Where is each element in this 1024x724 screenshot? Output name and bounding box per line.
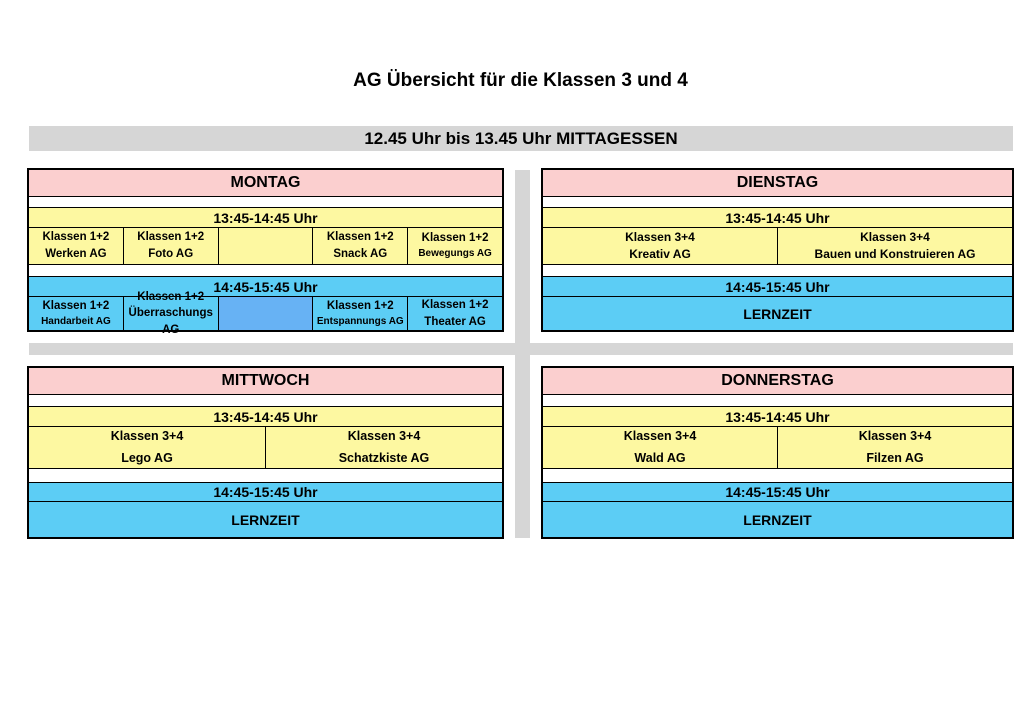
ag-cell: Klassen 1+2 Bewegungs AG	[418, 232, 492, 260]
ag-row-1	[543, 427, 1012, 469]
lernzeit-label: LERNZEIT	[29, 502, 502, 537]
ag-cell: Klassen 3+4 Filzen AG	[858, 428, 932, 465]
ag-cell: Klassen 1+2 Entspannungs AG	[313, 297, 408, 330]
ag-cell: Klassen 1+2 Handarbeit AG	[29, 297, 124, 330]
time-slot-2: 14:45-15:45 Uhr	[543, 482, 1012, 502]
lernzeit-label: LERNZEIT	[543, 297, 1012, 330]
ag-cell: Klassen 1+2 Snack AG	[313, 228, 408, 264]
lernzeit-label: LERNZEIT	[543, 502, 1012, 537]
day-title: DONNERSTAG	[543, 368, 1012, 395]
ag-row-1	[543, 228, 1012, 265]
ag-cell-empty	[219, 297, 314, 330]
time-slot-1: 13:45-14:45 Uhr	[543, 406, 1012, 427]
time-slot-2: 14:45-15:45 Uhr	[29, 276, 502, 297]
page-title: AG Übersicht für die Klassen 3 und 4	[353, 70, 688, 91]
day-panel-donnerstag	[541, 366, 1014, 539]
day-title: MITTWOCH	[29, 368, 502, 395]
ag-cell: Klassen 1+2 Theater AG	[421, 298, 489, 328]
day-panel-dienstag	[541, 168, 1014, 332]
day-panel-mittwoch	[27, 366, 504, 539]
ag-row-2	[29, 290, 502, 336]
ag-cell: Klassen 3+4 Lego AG	[29, 427, 266, 468]
ag-row-1	[29, 228, 502, 265]
lunch-banner: 12.45 Uhr bis 13.45 Uhr MITTAGESSEN	[29, 126, 1013, 151]
ag-cell: Klassen 1+2 Werken AG	[29, 228, 124, 264]
ag-cell: Klassen 3+4 Bauen und Konstruieren AG	[814, 229, 976, 261]
day-title: DIENSTAG	[543, 170, 1012, 197]
time-slot-1: 13:45-14:45 Uhr	[29, 207, 502, 228]
time-slot-1: 13:45-14:45 Uhr	[29, 406, 502, 427]
ag-cell: Klassen 1+2 Foto AG	[124, 228, 219, 264]
ag-cell: Klassen 3+4 Wald AG	[543, 427, 778, 468]
day-panel-montag	[27, 168, 504, 336]
time-slot-1: 13:45-14:45 Uhr	[543, 207, 1012, 228]
day-title: MONTAG	[29, 170, 502, 197]
ag-cell: Klassen 3+4 Kreativ AG	[543, 228, 778, 264]
ag-row-1	[29, 427, 502, 469]
ag-cell: Klassen 3+4 Schatzkiste AG	[338, 428, 430, 465]
time-slot-2: 14:45-15:45 Uhr	[543, 276, 1012, 297]
horizontal-separator	[29, 343, 1013, 355]
ag-cell-empty	[219, 228, 314, 264]
time-slot-2: 14:45-15:45 Uhr	[29, 482, 502, 502]
ag-cell: Klassen 1+2 Überraschungs AG	[124, 297, 219, 330]
